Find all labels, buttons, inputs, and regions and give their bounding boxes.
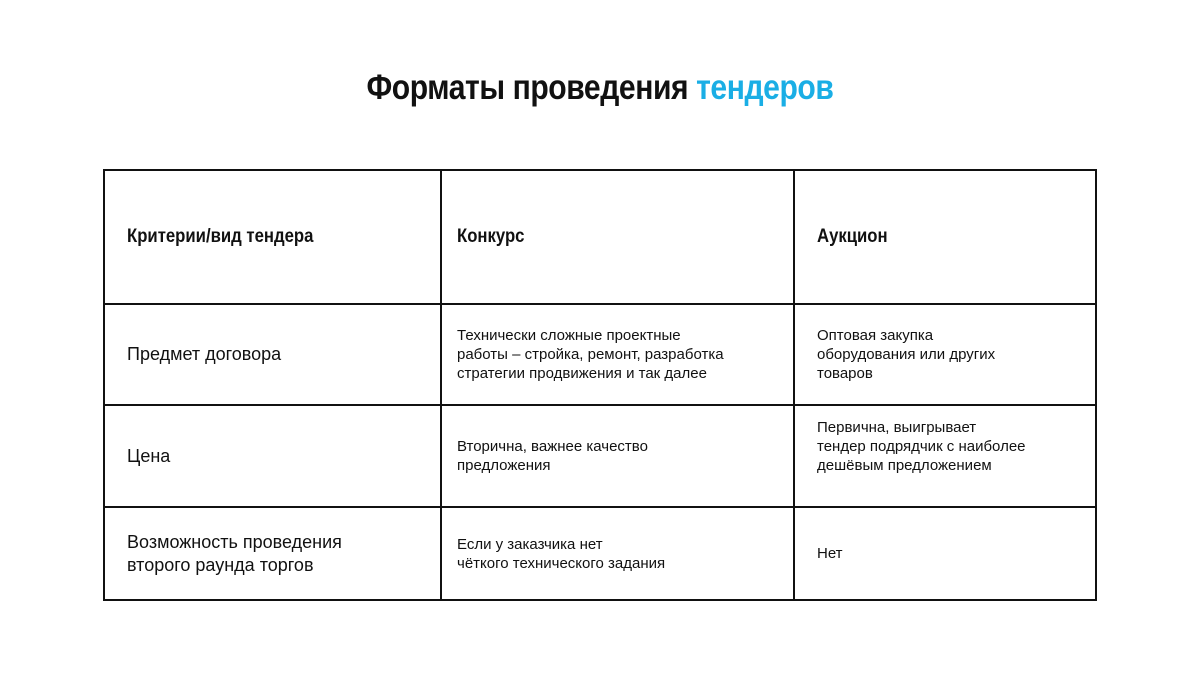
auction-cell bbox=[795, 406, 1095, 508]
header-criteria: Критерии/вид тендера bbox=[127, 226, 314, 247]
title-main: Форматы проведения bbox=[366, 68, 697, 107]
slide-title bbox=[84, 68, 1116, 108]
row-label-second-round: Возможность проведения второго раунда торгов bbox=[127, 531, 342, 575]
header-cell-criteria bbox=[105, 171, 442, 305]
header-cell-konkurs bbox=[442, 171, 795, 305]
konkurs-cell bbox=[442, 406, 795, 508]
row-label-price: Цена bbox=[127, 445, 171, 466]
auction-second-round: Нет bbox=[817, 545, 843, 562]
konkurs-price: Вторична, важнее качество предложения bbox=[457, 438, 648, 474]
row-label-cell bbox=[105, 406, 442, 508]
title-accent: тендеров bbox=[696, 68, 834, 107]
header-konkurs: Конкурс bbox=[457, 226, 525, 247]
auction-cell bbox=[795, 305, 1095, 406]
auction-cell bbox=[795, 508, 1095, 599]
konkurs-second-round: Если у заказчика нет чёткого технического задания bbox=[457, 535, 666, 572]
row-label-cell bbox=[105, 305, 442, 406]
comparison-table bbox=[103, 169, 1097, 601]
auction-subject: Оптовая закупка оборудования или других товаров bbox=[817, 327, 996, 382]
konkurs-subject: Технически сложные проектные работы – стройка, ремонт, разработка стратегии продвижения и так далее bbox=[457, 327, 724, 382]
row-label-cell bbox=[105, 508, 442, 599]
header-auction: Аукцион bbox=[817, 226, 888, 247]
header-cell-auction bbox=[795, 171, 1095, 305]
konkurs-cell bbox=[442, 508, 795, 599]
auction-price: Первична, выигрывает тендер подрядчик с наиболее дешёвым предложением bbox=[817, 419, 1026, 474]
row-label-subject: Предмет договора bbox=[127, 344, 282, 364]
konkurs-cell bbox=[442, 305, 795, 406]
